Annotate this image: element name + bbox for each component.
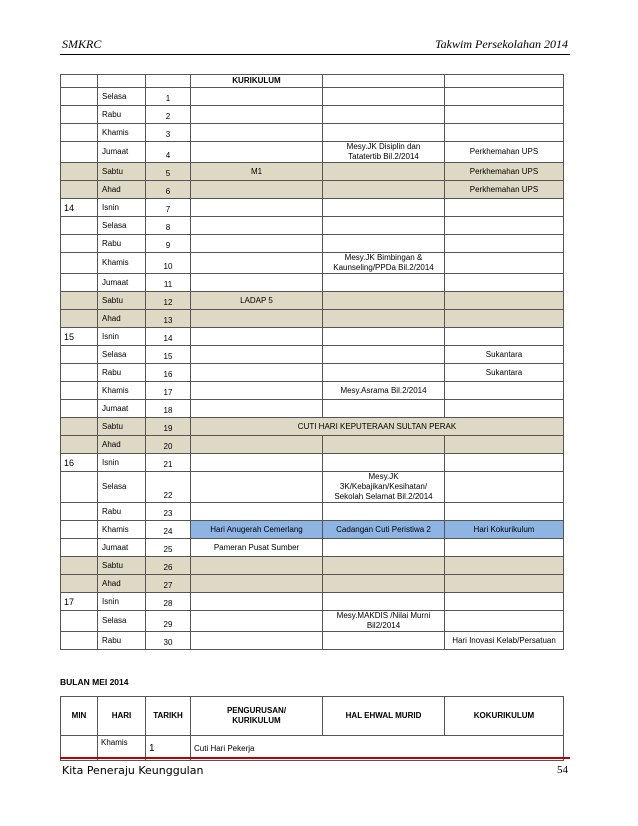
week-number-cell [61,253,98,274]
hem-cell [323,124,445,142]
week-number-cell [61,382,98,400]
page-number: 54 [557,764,568,776]
hem-cell: Cadangan Cuti Peristiwa 2 [323,521,445,539]
kurikulum-cell [191,575,323,593]
calendar-row [61,235,564,253]
kurikulum-cell [191,346,323,364]
kurikulum-cell [191,235,323,253]
date-cell: 16 [146,364,191,382]
hem-cell [323,235,445,253]
day-cell: Khamis [98,124,146,142]
date-cell: 28 [146,593,191,611]
hem-cell: Mesy.JK 3K/Kebajikan/Kesihatan/ Sekolah Selamat Bil.2/2014 [323,472,445,503]
kurikulum-cell [191,142,323,163]
day-cell: Rabu [98,235,146,253]
day-cell: Selasa [98,472,146,503]
hem-cell: Mesy.JK Disiplin dan Tatatertib Bil.2/2014 [323,142,445,163]
week-number-cell [61,274,98,292]
date-cell: 29 [146,611,191,632]
col-header-min: MIN [61,697,98,736]
hem-cell [323,557,445,575]
kurikulum-cell [191,181,323,199]
date-cell: 10 [146,253,191,274]
week-number-cell: 17 [61,593,98,611]
hem-cell [323,106,445,124]
date-cell: 23 [146,503,191,521]
date-cell: 9 [146,235,191,253]
week-number-cell: 15 [61,328,98,346]
kokurikulum-cell [445,611,564,632]
kurikulum-cell: M1 [191,163,323,181]
week-number-cell [61,346,98,364]
footer-motto: Kita Peneraju Keunggulan [62,764,204,777]
day-cell: Jumaat [98,400,146,418]
kokurikulum-cell [445,575,564,593]
day-cell: Isnin [98,328,146,346]
week-number-cell [61,539,98,557]
kurikulum-cell [191,436,323,454]
hem-cell [323,454,445,472]
kokurikulum-cell [445,217,564,235]
date-cell: 6 [146,181,191,199]
kokurikulum-cell: Hari Kokurikulum [445,521,564,539]
day-cell: Sabtu [98,292,146,310]
kurikulum-cell [191,217,323,235]
kokurikulum-cell [445,310,564,328]
kurikulum-cell [191,472,323,503]
date-cell: 1 [146,88,191,106]
mei-date-cell: 1 [146,736,191,761]
date-cell: 8 [146,217,191,235]
day-cell: Sabtu [98,557,146,575]
week-number-cell: 14 [61,199,98,217]
kokurikulum-cell: Perkhemahan UPS [445,163,564,181]
hem-cell [323,199,445,217]
hem-cell [323,575,445,593]
calendar-row [61,454,564,472]
date-cell: 30 [146,632,191,650]
date-cell: 21 [146,454,191,472]
calendar-row [61,472,564,503]
hem-cell: Mesy.JK Bimbingan & Kaunseling/PPDa Bil.2/2014 [323,253,445,274]
hem-cell: Mesy.MAKDIS /Nilai Murni Bil2/2014 [323,611,445,632]
week-number-cell [61,472,98,503]
kokurikulum-cell [445,292,564,310]
day-cell: Khamis [98,521,146,539]
kurikulum-cell [191,199,323,217]
calendar-row [61,310,564,328]
kurikulum-cell: Hari Anugerah Cemerlang [191,521,323,539]
calendar-row [61,199,564,217]
calendar-row [61,274,564,292]
kokurikulum-cell: Perkhemahan UPS [445,142,564,163]
hem-cell [323,88,445,106]
hem-cell [323,593,445,611]
header-document-title: Takwim Persekolahan 2014 [435,37,568,51]
calendar-row [61,328,564,346]
kurikulum-cell [191,88,323,106]
kokurikulum-cell [445,328,564,346]
hem-cell [323,364,445,382]
calendar-row [61,142,564,163]
calendar-row [61,163,564,181]
kokurikulum-cell: Sukantara [445,346,564,364]
calendar-row [61,436,564,454]
hem-cell [323,436,445,454]
day-cell: Khamis [98,382,146,400]
april-calendar-table [60,74,564,650]
calendar-heading-row [61,75,564,88]
day-cell: Khamis [98,253,146,274]
hem-cell [323,292,445,310]
calendar-row [61,346,564,364]
date-cell: 19 [146,418,191,436]
mei-day-cell: Khamis [98,736,146,761]
hem-cell [323,400,445,418]
date-cell: 14 [146,328,191,346]
day-cell: Selasa [98,217,146,235]
kokurikulum-cell [445,436,564,454]
date-cell: 7 [146,199,191,217]
date-cell: 3 [146,124,191,142]
calendar-row [61,106,564,124]
day-cell: Selasa [98,346,146,364]
kurikulum-cell [191,632,323,650]
kurikulum-cell [191,593,323,611]
date-cell: 17 [146,382,191,400]
kokurikulum-cell: Perkhemahan UPS [445,181,564,199]
day-cell: Jumaat [98,274,146,292]
day-cell: Ahad [98,436,146,454]
hem-cell: Mesy.Asrama Bil.2/2014 [323,382,445,400]
calendar-row [61,521,564,539]
calendar-row [61,557,564,575]
calendar-row [61,575,564,593]
kokurikulum-cell [445,199,564,217]
calendar-row [61,400,564,418]
kurikulum-cell [191,382,323,400]
kokurikulum-cell: Sukantara [445,364,564,382]
date-cell: 26 [146,557,191,575]
week-number-cell [61,292,98,310]
day-cell: Rabu [98,364,146,382]
day-cell: Jumaat [98,539,146,557]
header-school-code: SMKRC [62,37,102,51]
kokurikulum-cell [445,274,564,292]
week-number-cell [61,235,98,253]
week-number-cell [61,400,98,418]
week-number-cell [61,88,98,106]
col-header-hari: HARI [98,697,146,736]
kurikulum-cell: LADAP 5 [191,292,323,310]
kurikulum-cell [191,503,323,521]
calendar-row [61,632,564,650]
date-cell: 18 [146,400,191,418]
day-cell: Selasa [98,88,146,106]
calendar-row [61,364,564,382]
day-cell: Isnin [98,593,146,611]
week-number-cell [61,142,98,163]
week-number-cell [61,575,98,593]
kokurikulum-cell [445,454,564,472]
header-divider [60,54,570,55]
week-number-cell [61,181,98,199]
day-cell: Ahad [98,575,146,593]
col-header-tarikh: TARIKH [146,697,191,736]
date-cell: 22 [146,472,191,503]
day-cell: Ahad [98,181,146,199]
week-number-cell [61,521,98,539]
day-cell: Rabu [98,106,146,124]
week-number-cell [61,217,98,235]
calendar-row [61,539,564,557]
hem-cell [323,217,445,235]
kurikulum-cell [191,364,323,382]
week-number-cell [61,310,98,328]
calendar-row [61,593,564,611]
heading-kurikulum: KURIKULUM [191,75,323,88]
mei-calendar-table [60,696,564,761]
calendar-row [61,503,564,521]
calendar-row [61,181,564,199]
kokurikulum-cell [445,382,564,400]
mei-holiday-cell: Cuti Hari Pekerja [191,736,564,761]
hem-cell [323,310,445,328]
week-number-cell [61,163,98,181]
date-cell: 2 [146,106,191,124]
date-cell: 13 [146,310,191,328]
calendar-row [61,611,564,632]
mei-header-row [61,697,564,736]
day-cell: Rabu [98,503,146,521]
date-cell: 25 [146,539,191,557]
kokurikulum-cell [445,503,564,521]
calendar-row [61,382,564,400]
kokurikulum-cell [445,593,564,611]
date-cell: 12 [146,292,191,310]
kurikulum-cell [191,274,323,292]
hem-cell [323,328,445,346]
kurikulum-cell [191,400,323,418]
day-cell: Sabtu [98,418,146,436]
day-cell: Jumaat [98,142,146,163]
hem-cell [323,181,445,199]
date-cell: 5 [146,163,191,181]
kokurikulum-cell [445,400,564,418]
hem-cell [323,503,445,521]
kurikulum-cell: Pameran Pusat Sumber [191,539,323,557]
kurikulum-cell [191,557,323,575]
kokurikulum-cell [445,235,564,253]
day-cell: Sabtu [98,163,146,181]
week-number-cell: 16 [61,454,98,472]
kurikulum-cell [191,253,323,274]
kokurikulum-cell [445,88,564,106]
calendar-row [61,418,564,436]
kokurikulum-cell: Hari Inovasi Kelab/Persatuan [445,632,564,650]
week-number-cell [61,418,98,436]
calendar-row [61,292,564,310]
kokurikulum-cell [445,124,564,142]
calendar-row [61,88,564,106]
kokurikulum-cell [445,539,564,557]
footer-divider [60,757,570,759]
kokurikulum-cell [445,106,564,124]
hem-cell [323,163,445,181]
hem-cell [323,632,445,650]
kokurikulum-cell [445,253,564,274]
day-cell: Ahad [98,310,146,328]
week-number-cell [61,364,98,382]
week-number-cell [61,632,98,650]
calendar-row [61,217,564,235]
day-cell: Rabu [98,632,146,650]
date-cell: 11 [146,274,191,292]
date-cell: 20 [146,436,191,454]
kurikulum-cell [191,310,323,328]
day-cell: Selasa [98,611,146,632]
hem-cell [323,539,445,557]
calendar-row [61,124,564,142]
calendar-row [61,253,564,274]
date-cell: 15 [146,346,191,364]
holiday-cell: CUTI HARI KEPUTERAAN SULTAN PERAK [191,418,564,436]
week-number-cell [61,611,98,632]
week-number-cell [61,503,98,521]
date-cell: 27 [146,575,191,593]
kurikulum-cell [191,611,323,632]
kurikulum-cell [191,124,323,142]
kurikulum-cell [191,454,323,472]
day-cell: Isnin [98,454,146,472]
col-header-pengurusan: PENGURUSAN/ KURIKULUM [191,697,323,736]
col-header-kokurikulum: KOKURIKULUM [445,697,564,736]
week-number-cell [61,124,98,142]
week-number-cell [61,106,98,124]
date-cell: 24 [146,521,191,539]
col-header-hem: HAL EHWAL MURID [323,697,445,736]
day-cell: Isnin [98,199,146,217]
kurikulum-cell [191,106,323,124]
week-number-cell [61,557,98,575]
hem-cell [323,346,445,364]
date-cell: 4 [146,142,191,163]
kokurikulum-cell [445,557,564,575]
week-number-cell [61,436,98,454]
mei-section-title: BULAN MEI 2014 [60,677,129,687]
kurikulum-cell [191,328,323,346]
kokurikulum-cell [445,472,564,503]
hem-cell [323,274,445,292]
